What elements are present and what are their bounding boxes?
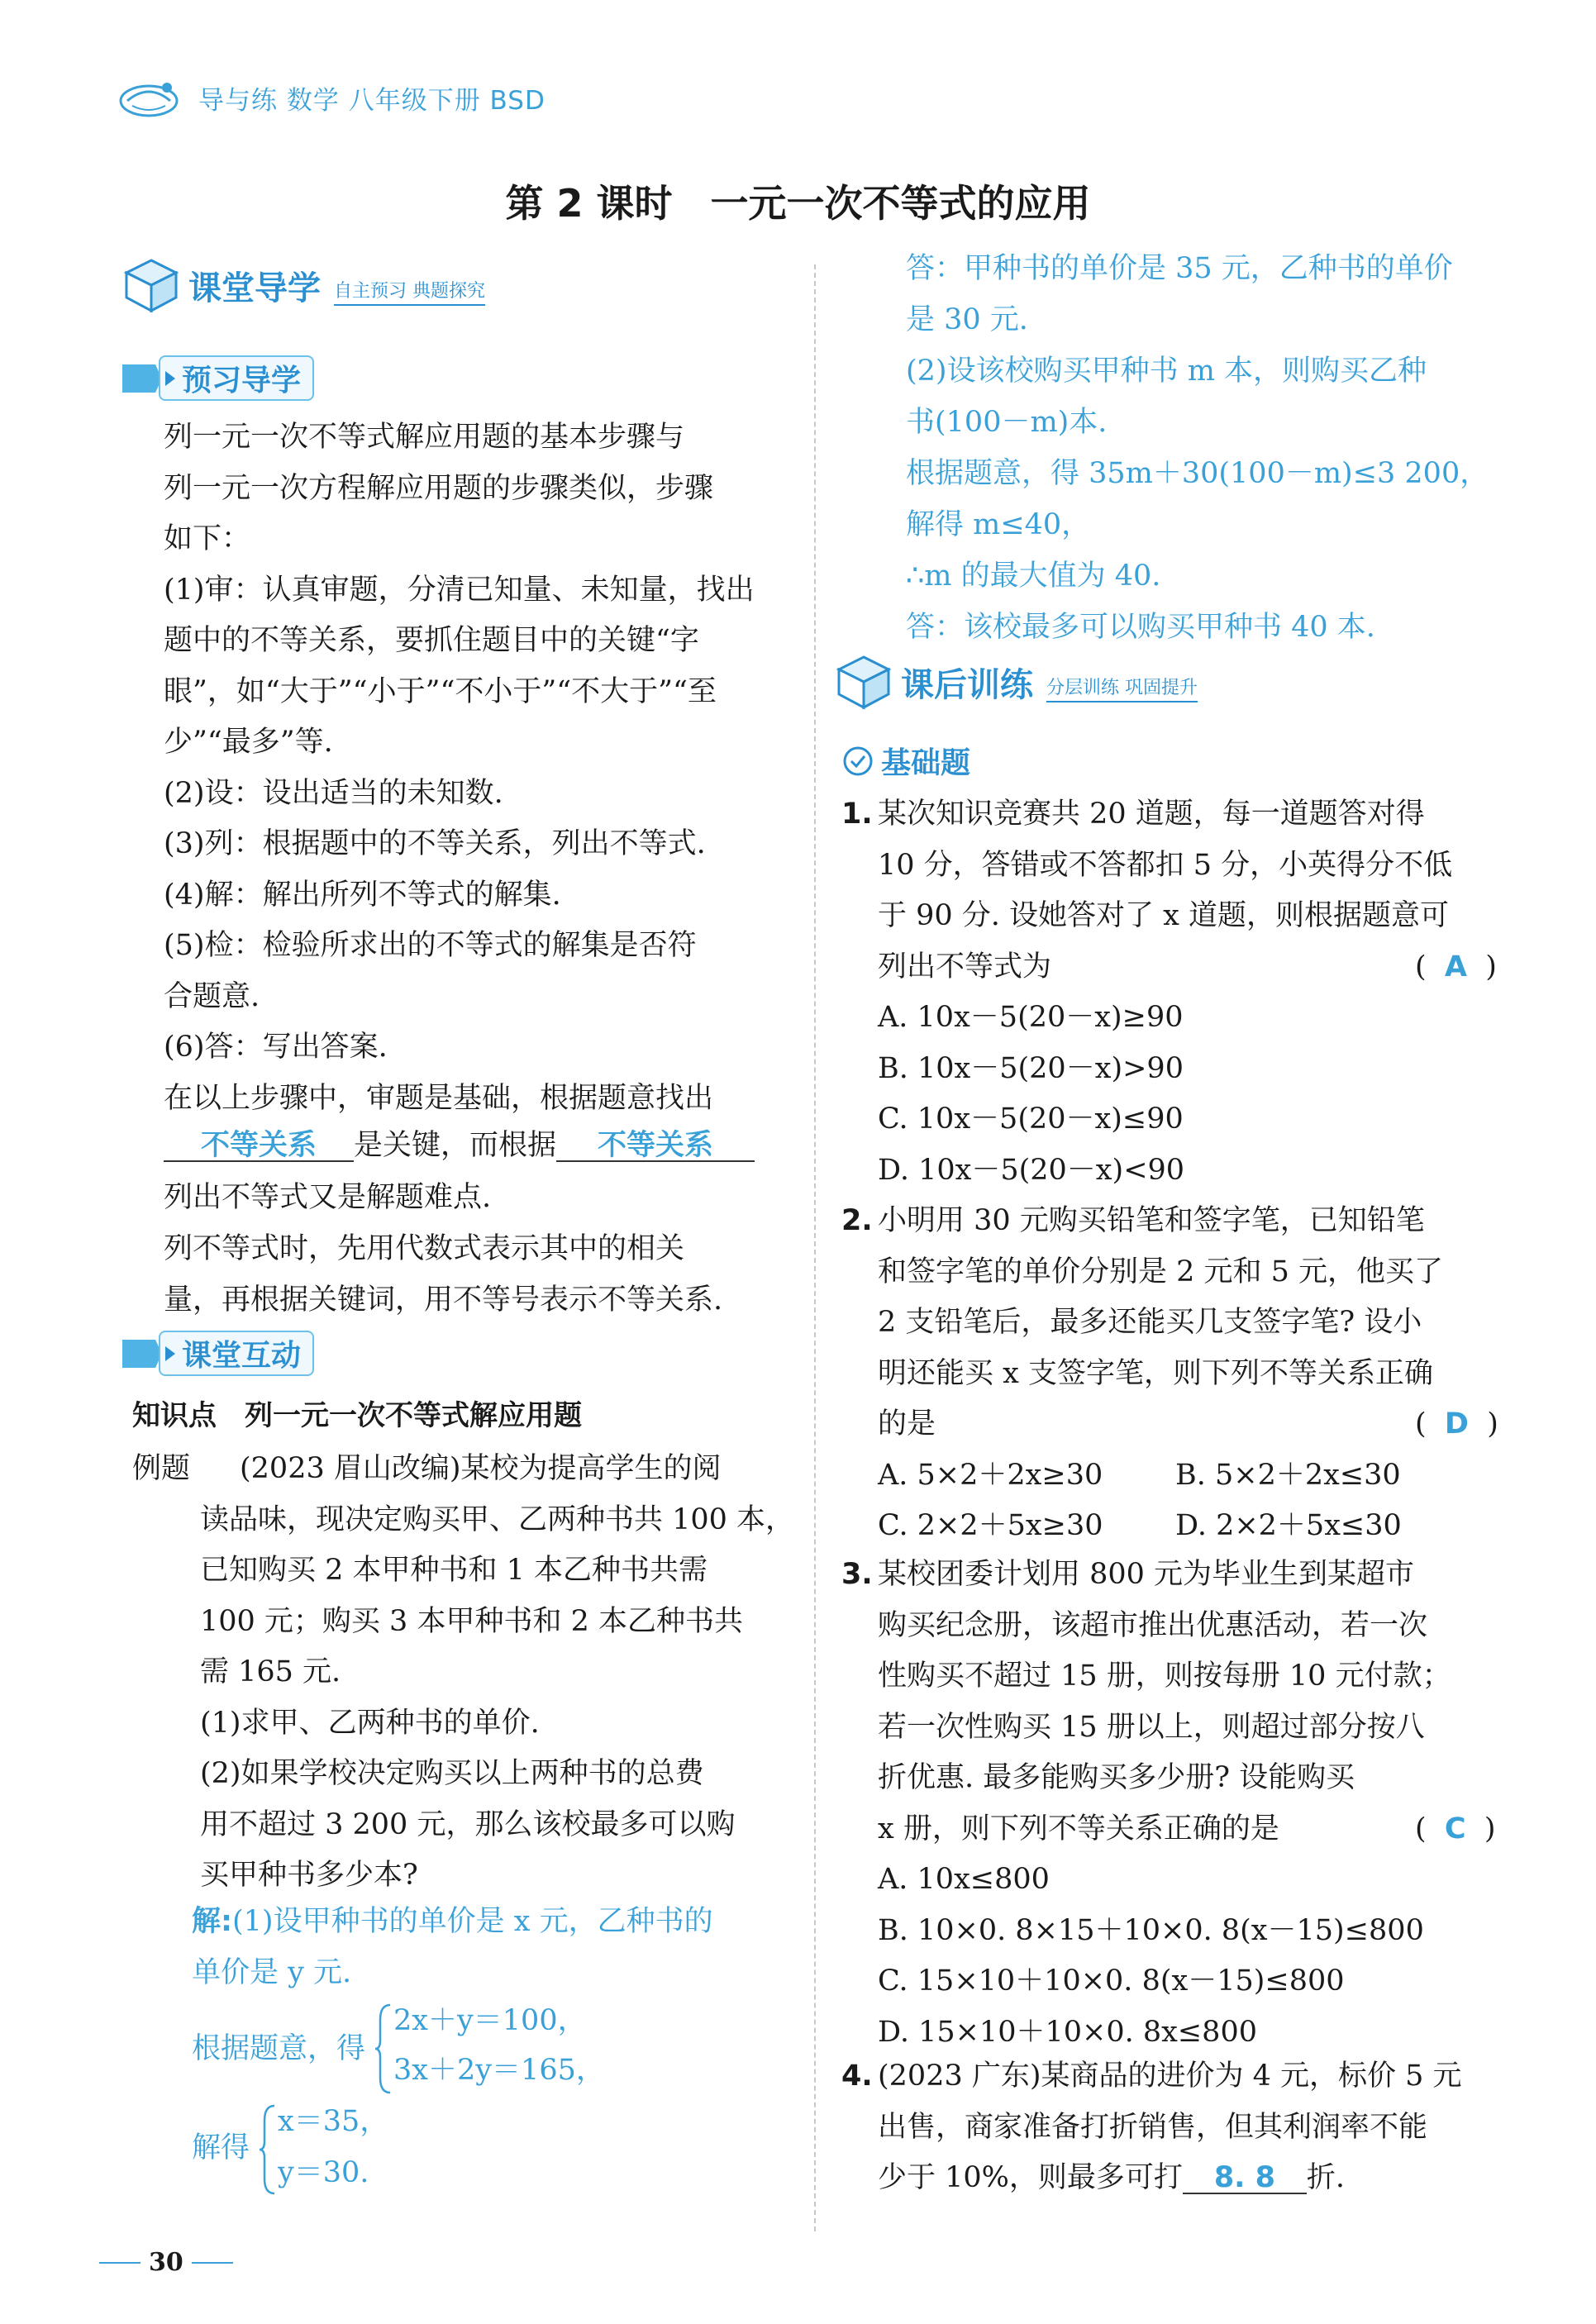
question-line: 于 90 分. 设她答对了 x 道题，则根据题意可 [878,899,1450,932]
preview-line: 列一元一次方程解应用题的步骤类似，步骤 [164,471,714,505]
page-header [116,76,545,119]
solution-line-1: 解:(1)设甲种书的单价是 x 元，乙种书的 [192,1905,713,1938]
question-line: 性购买不超过 15 册，则按每册 10 元付款； [878,1660,1451,1693]
section-title: 课堂导学 [188,269,321,307]
option: D. 10x－5(20－x)<90 [878,1153,1185,1187]
example-line: (2)如果学校决定购买以上两种书的总费 [200,1757,704,1790]
solution-line: 解得 m≤40， [906,508,1091,541]
tag-label: 预习导学 [159,355,314,401]
system1-prefix: 根据题意，得 [192,2032,366,2065]
question-number: 3. [841,1558,873,1591]
knowledge-point: 知识点 列一元一次不等式解应用题 [132,1399,582,1432]
blank-line: 不等关系 是关键，而根据 不等关系 [164,1131,755,1162]
question-line: 购买纪念册，该超市推出优惠活动，若一次 [878,1608,1428,1642]
book-title: 导与练 数学 八年级下册 BSD [198,85,545,116]
option: B. 10x－5(20－x)>90 [878,1051,1184,1085]
check-circle-icon [843,746,873,776]
system2-prefix: 解得 [192,2131,250,2164]
solution-line: 根据题意，得 35m＋30(100－m)≤3 200， [906,457,1489,490]
preview-line: 如下： [164,522,251,555]
section-title: 课后训练 [901,665,1033,704]
question-line: 某校团委计划用 800 元为毕业生到某超市 [878,1558,1415,1591]
divider [99,2262,141,2264]
system1-eq1: 2x＋y＝100， [393,2004,587,2037]
q4-last-line: 少于 10%，则最多可打 8. 8 折. [878,2161,1346,2194]
section-subtitle: 分层训练 巩固提升 [1046,674,1198,702]
cube-icon [122,256,180,314]
answer-blank-q4: 8. 8 [1183,2164,1307,2194]
section-subtitle: 自主预习 典题探究 [334,277,485,306]
system2-eq1: x＝35， [278,2105,389,2138]
option: D. 2×2＋5x≤30 [1175,1509,1402,1542]
cube-icon [835,653,893,711]
preview-line: 在以上步骤中，审题是基础，根据题意找出 [164,1081,714,1115]
preview-line: (1)审：认真审题，分清已知量、未知量，找出 [164,573,755,607]
question-number: 2. [841,1204,873,1237]
preview-line: (6)答：写出答案. [164,1031,388,1064]
answer-choice: ( A ) [1415,950,1497,983]
section-classroom-guide [122,256,485,314]
answer-blank-1: 不等关系 [164,1131,354,1162]
question-line: 折优惠. 最多能购买多少册? 设能购买 [878,1761,1355,1794]
option: A. 5×2＋2x≥30 [878,1458,1103,1492]
preview-line: 合题意. [164,979,260,1013]
question-number: 4. [841,2060,873,2093]
option: C. 15×10＋10×0. 8(x－15)≤800 [878,1964,1345,1998]
example-line: 需 165 元. [200,1655,341,1688]
left-brace-icon [374,2003,393,2094]
question-line: 小明用 30 元购买铅笔和签字笔，已知铅笔 [878,1204,1425,1237]
answer-blank-2: 不等关系 [556,1131,755,1162]
lesson-title: 第 2 课时 一元一次不等式的应用 [505,181,1091,226]
solution-line: ∴m 的最大值为 40. [906,560,1161,593]
question-line: 和签字笔的单价分别是 2 元和 5 元，他买了 [878,1255,1444,1288]
preview-line: 列出不等式又是解题难点. [164,1181,492,1214]
flag-icon [122,1336,162,1371]
preview-line: 列不等式时，先用代数式表示其中的相关 [164,1232,685,1265]
preview-line: 量，再根据关键词，用不等号表示不等关系. [164,1283,723,1317]
solution-line: 答：甲种书的单价是 35 元，乙种书的单价 [906,252,1453,285]
system1-eq2: 3x＋2y＝165， [393,2054,605,2087]
tag-interact [122,1331,314,1376]
book-logo-icon [116,76,183,119]
question-number: 1. [841,798,873,831]
question-line: 的是 [878,1407,936,1441]
option: C. 2×2＋5x≥30 [878,1509,1103,1542]
column-divider [814,264,816,2231]
tag-preview [122,355,314,401]
tag-label: 课堂互动 [159,1331,314,1376]
page-number-text: 30 [149,2248,183,2277]
preview-line: 题中的不等关系，要抓住题目中的关键“字 [164,624,699,657]
preview-line: 眼”，如“大于”“小于”“不小于”“不大于”“至 [164,674,717,708]
example-line: 已知购买 2 本甲种书和 1 本乙种书共需 [200,1554,708,1587]
question-line: (2023 广东)某商品的进价为 4 元，标价 5 元 [878,2060,1462,2093]
preview-line: (3)列：根据题中的不等关系，列出不等式. [164,827,706,860]
question-line: x 册，则下列不等关系正确的是 [878,1812,1279,1845]
answer-choice: ( C ) [1415,1812,1496,1845]
basic-title: 基础题 [881,746,971,780]
basic-heading [843,740,970,782]
option: B. 5×2＋2x≤30 [1175,1458,1401,1492]
preview-line: (4)解：解出所列不等式的解集. [164,878,561,912]
solution-line: 书(100－m)本. [906,406,1108,439]
question-line: 10 分，答错或不答都扣 5 分，小英得分不低 [878,848,1453,882]
solution-line: (2)设该校购买甲种书 m 本，则购买乙种 [906,355,1427,388]
flag-icon [122,361,162,396]
solution-line: 是 30 元. [906,303,1028,336]
solution-line-2: 单价是 y 元. [192,1956,352,1989]
option: A. 10x－5(20－x)≥90 [878,1001,1184,1034]
example-line: (2023 眉山改编)某校为提高学生的阅 [240,1452,722,1485]
left-brace-icon [258,2104,278,2195]
system2-eq2: y＝30. [278,2156,369,2189]
question-line: 2 支铅笔后，最多还能买几支签字笔? 设小 [878,1306,1422,1339]
example-line: 用不超过 3 200 元，那么该校最多可以购 [200,1807,736,1841]
question-line: 某次知识竞赛共 20 道题，每一道题答对得 [878,798,1425,831]
question-line: 列出不等式为 [878,950,1052,983]
preview-line: (5)检：检验所求出的不等式的解集是否符 [164,929,697,962]
option: A. 10x≤800 [878,1863,1050,1896]
example-line: 读品味，现决定购买甲、乙两种书共 100 本， [200,1503,795,1536]
option: C. 10x－5(20－x)≤90 [878,1102,1184,1136]
example-line: 100 元；购买 3 本甲种书和 2 本乙种书共 [200,1604,743,1638]
example-label: 例题 [132,1452,191,1485]
divider [192,2262,233,2264]
answer-choice: ( D ) [1415,1407,1498,1441]
option: B. 10×0. 8×15＋10×0. 8(x－15)≤800 [878,1913,1424,1947]
example-line: (1)求甲、乙两种书的单价. [200,1706,540,1740]
question-line: 明还能买 x 支签字笔，则下列不等关系正确 [878,1356,1433,1390]
solution-line: 答：该校最多可以购买甲种书 40 本. [906,611,1375,644]
preview-line: 列一元一次不等式解应用题的基本步骤与 [164,421,685,454]
question-line: 出售，商家准备打折销售，但其利润率不能 [878,2110,1428,2144]
preview-line: (2)设：设出适当的未知数. [164,776,503,810]
preview-line: 少”“最多”等. [164,726,333,759]
section-after-class [835,653,1198,711]
option: D. 15×10＋10×0. 8x≤800 [878,2015,1257,2049]
page-number [99,2248,233,2277]
question-line: 若一次性购买 15 册以上，则超过部分按八 [878,1710,1425,1744]
example-line: 买甲种书多少本? [200,1859,418,1892]
